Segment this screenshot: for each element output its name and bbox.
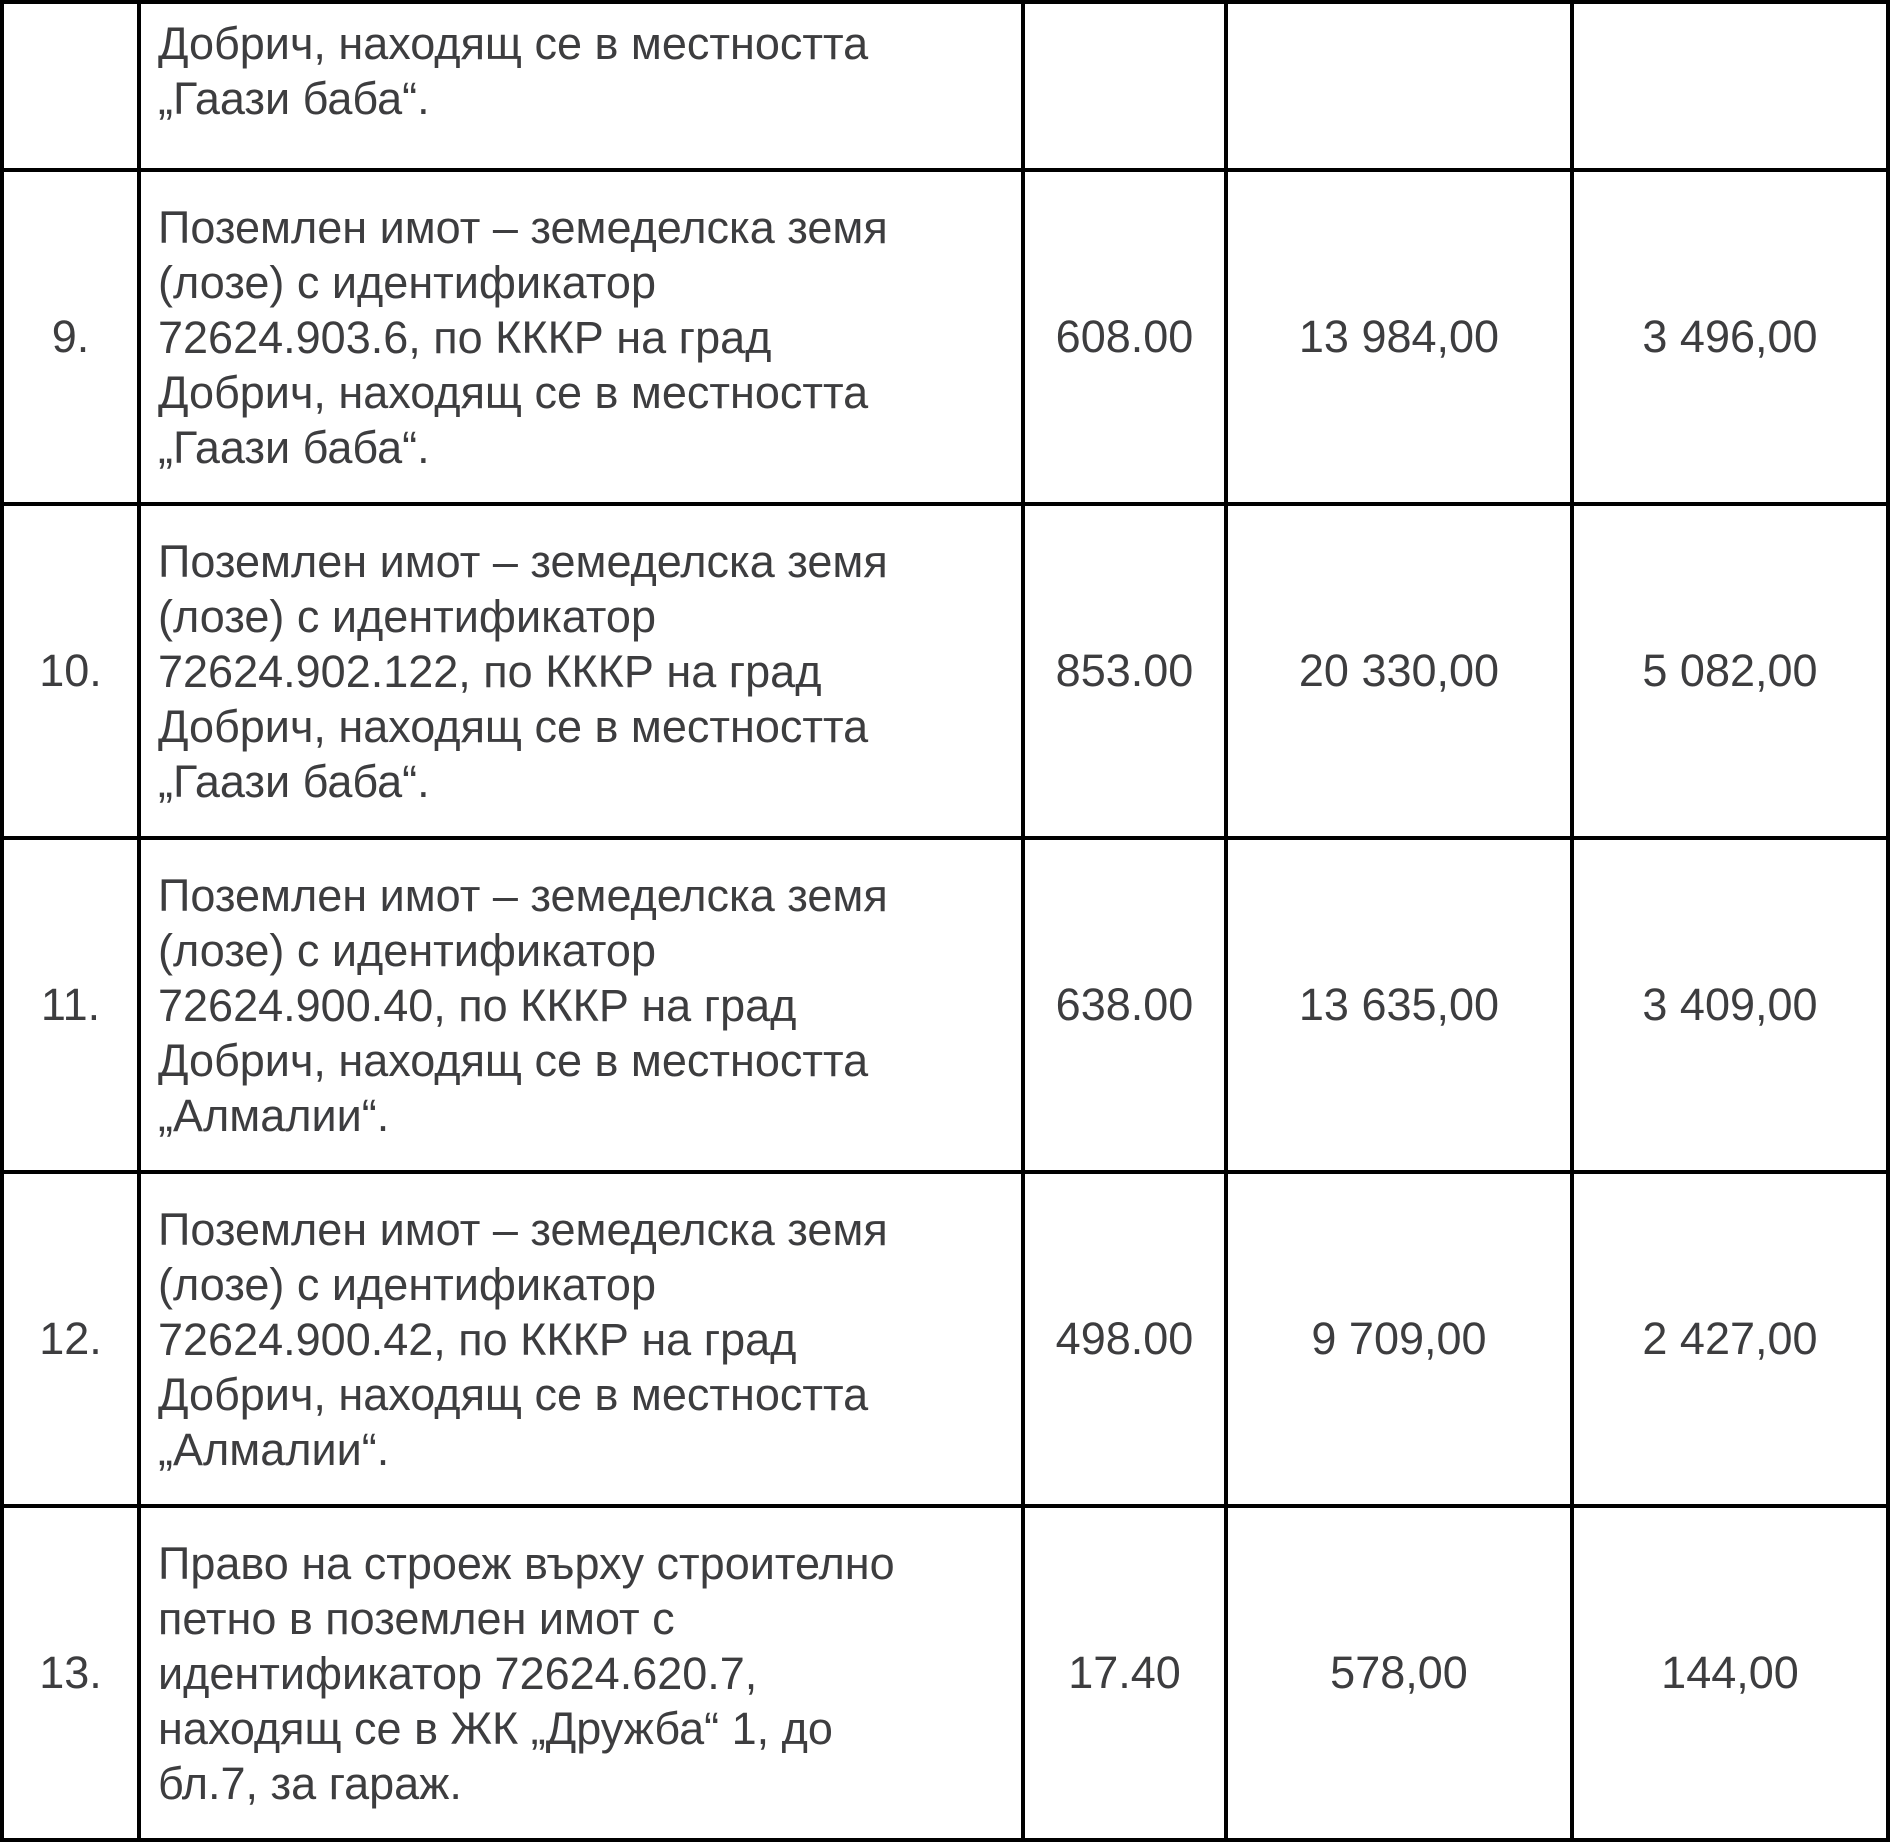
col4-cell: 13 635,00 bbox=[1226, 838, 1572, 1172]
table-row bbox=[2, 170, 1888, 504]
col5-cell: 2 427,00 bbox=[1572, 1172, 1888, 1506]
description-cell: Право на строеж върху строително петно в поземлен имот с идентификатор 72624.620.7, находящ се в ЖК „Дружба“ 1, до бл.7, за гараж. bbox=[139, 1506, 1023, 1840]
col4-cell: 9 709,00 bbox=[1226, 1172, 1572, 1506]
row-number-cell: 12. bbox=[2, 1172, 139, 1506]
description-cell: Поземлен имот – земеделска земя (лозе) с идентификатор 72624.900.42, по КККР на град Добрич, находящ се в местността „Алмалии“. bbox=[139, 1172, 1023, 1506]
description-cell: Добрич, находящ се в местността „Гаази баба“. bbox=[139, 2, 1023, 170]
table-row bbox=[2, 1172, 1888, 1506]
table-row bbox=[2, 504, 1888, 838]
row-number-cell: 11. bbox=[2, 838, 139, 1172]
row-number-cell: 9. bbox=[2, 170, 139, 504]
col5-cell bbox=[1572, 2, 1888, 170]
col3-cell: 638.00 bbox=[1023, 838, 1226, 1172]
col3-cell: 608.00 bbox=[1023, 170, 1226, 504]
col3-cell bbox=[1023, 2, 1226, 170]
col5-cell: 5 082,00 bbox=[1572, 504, 1888, 838]
col5-cell: 144,00 bbox=[1572, 1506, 1888, 1840]
row-number-cell: 13. bbox=[2, 1506, 139, 1840]
table-row bbox=[2, 1506, 1888, 1840]
table-row bbox=[2, 838, 1888, 1172]
col5-cell: 3 409,00 bbox=[1572, 838, 1888, 1172]
col3-cell: 853.00 bbox=[1023, 504, 1226, 838]
row-number-cell bbox=[2, 2, 139, 170]
col3-cell: 498.00 bbox=[1023, 1172, 1226, 1506]
col4-cell bbox=[1226, 2, 1572, 170]
description-cell: Поземлен имот – земеделска земя (лозе) с идентификатор 72624.903.6, по КККР на град Добрич, находящ се в местността „Гаази баба“. bbox=[139, 170, 1023, 504]
description-cell: Поземлен имот – земеделска земя (лозе) с идентификатор 72624.900.40, по КККР на град Добрич, находящ се в местността „Алмалии“. bbox=[139, 838, 1023, 1172]
col5-cell: 3 496,00 bbox=[1572, 170, 1888, 504]
table-row bbox=[2, 2, 1888, 170]
col4-cell: 20 330,00 bbox=[1226, 504, 1572, 838]
col4-cell: 578,00 bbox=[1226, 1506, 1572, 1840]
col3-cell: 17.40 bbox=[1023, 1506, 1226, 1840]
description-cell: Поземлен имот – земеделска земя (лозе) с идентификатор 72624.902.122, по КККР на град Добрич, находящ се в местността „Гаази баба“. bbox=[139, 504, 1023, 838]
col4-cell: 13 984,00 bbox=[1226, 170, 1572, 504]
row-number-cell: 10. bbox=[2, 504, 139, 838]
